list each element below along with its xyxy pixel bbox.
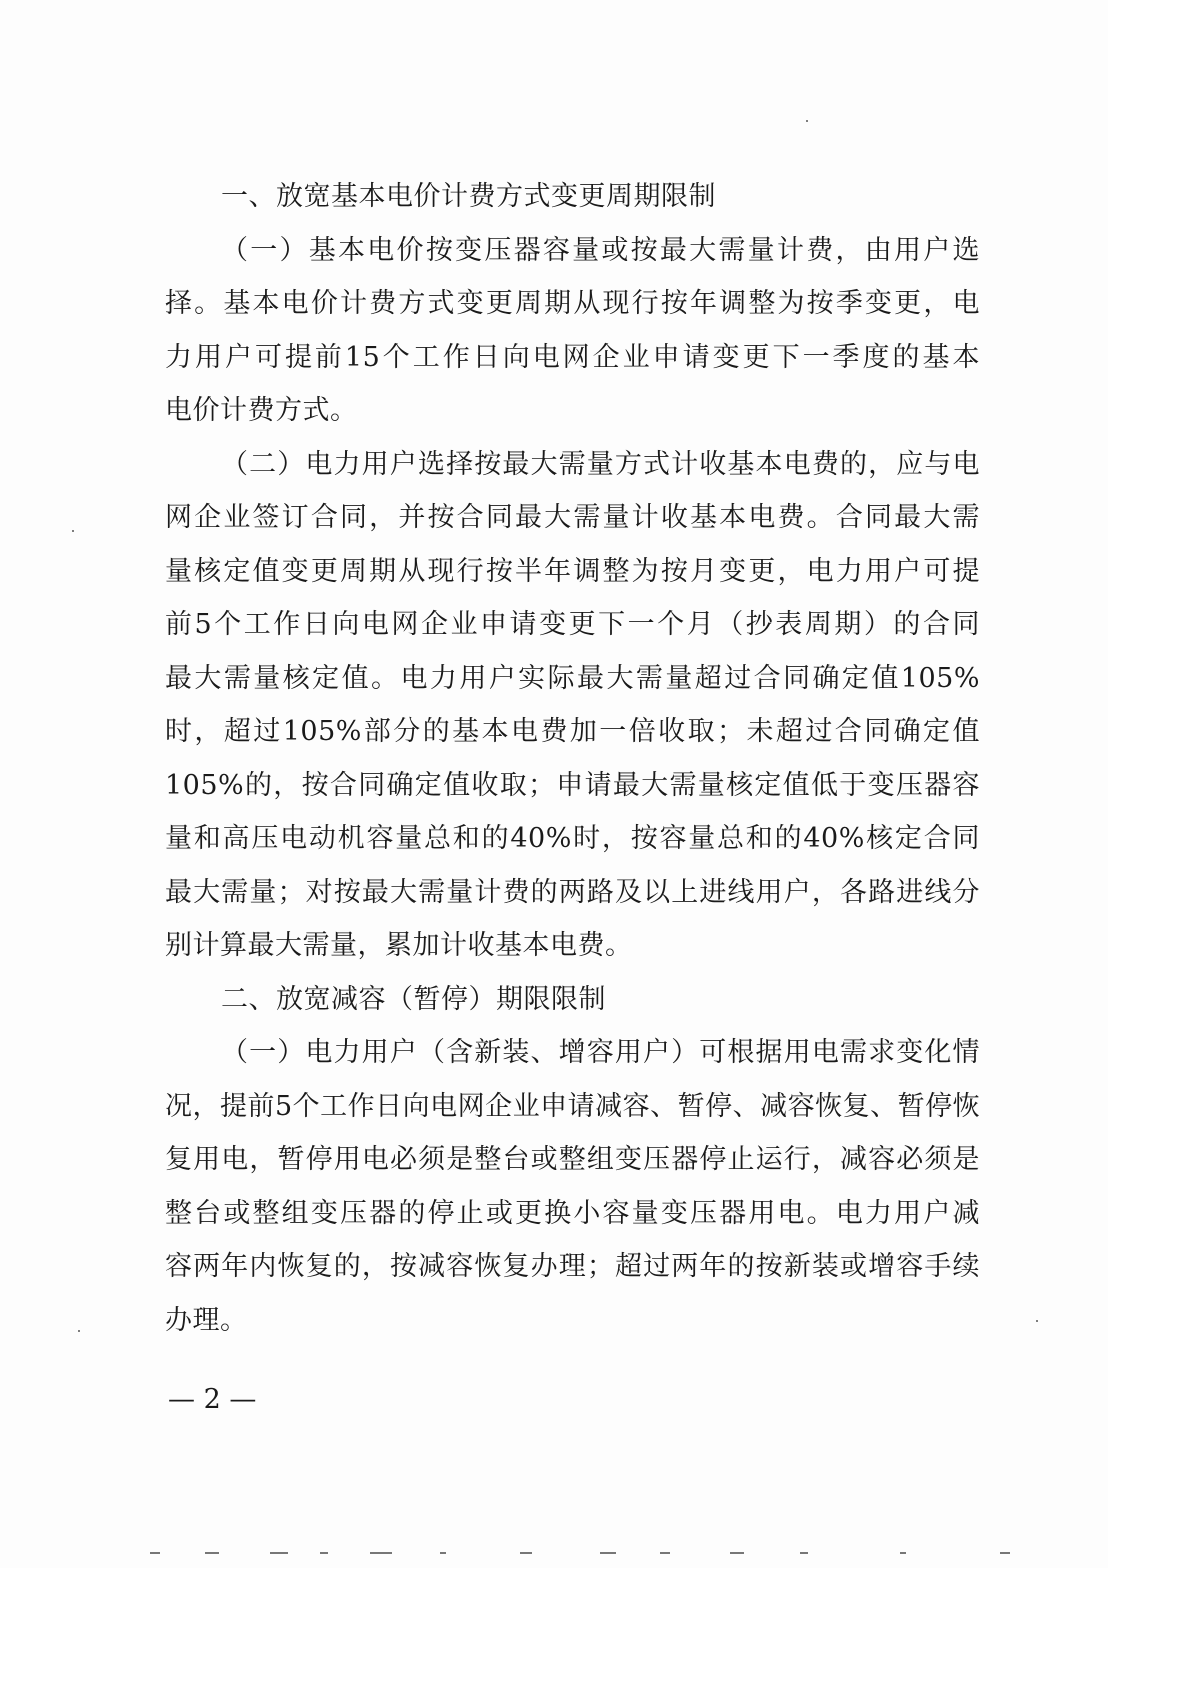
paragraph-line: 最大需量核定值。电力用户实际最大需量超过合同确定值105% [165,662,980,694]
paragraph-line: 量核定值变更周期从现行按半年调整为按月变更，电力用户可提 [165,555,980,587]
section-heading-2: 二、放宽减容（暂停）期限限制 [221,983,606,1015]
paragraph-line: 电价计费方式。 [165,395,358,426]
paragraph-line: 105%的，按合同确定值收取；申请最大需量核定值低于变压器容 [165,769,980,801]
paragraph-line: 复用电，暂停用电必须是整台或整组变压器停止运行，减容必须是 [165,1144,980,1175]
paragraph-line: 量和高压电动机容量总和的40%时，按容量总和的40%核定合同 [165,823,980,854]
paragraph-line: 网企业签订合同，并按合同最大需量计收基本电费。合同最大需 [165,502,980,533]
paragraph-line: 时，超过105%部分的基本电费加一倍收取；未超过合同确定值 [165,716,980,747]
paragraph-line: 力用户可提前15个工作日向电网企业申请变更下一季度的基本 [165,341,980,373]
section-heading-1: 一、放宽基本电价计费方式变更周期限制 [221,181,716,212]
paragraph-line: （一）电力用户（含新装、增容用户）可根据用电需求变化情 [221,1037,980,1068]
paragraph-line: 别计算最大需量，累加计收基本电费。 [165,930,633,961]
paragraph-line: 最大需量；对按最大需量计费的两路及以上进线用户，各路进线分 [165,876,980,908]
scan-speck [72,530,74,532]
page-number: — 2 — [168,1384,257,1415]
scan-edge-noise [0,1548,1108,1560]
paragraph-line: 容两年内恢复的，按减容恢复办理；超过两年的按新装或增容手续 [165,1251,980,1282]
paragraph-line: 前5个工作日向电网企业申请变更下一个月（抄表周期）的合同 [165,609,980,640]
paragraph-line: 择。基本电价计费方式变更周期从现行按年调整为按季变更，电 [165,288,980,319]
scan-speck [78,1330,80,1332]
paragraph-1-1 [165,224,980,438]
document-body [165,170,980,1347]
paragraph-line: （二）电力用户选择按最大需量方式计收基本电费的，应与电 [221,448,980,480]
paragraph-line: 整台或整组变压器的停止或更换小容量变压器用电。电力用户减 [165,1197,980,1229]
scan-speck [1036,1320,1038,1322]
paragraph-line: 况，提前5个工作日向电网企业申请减容、暂停、减容恢复、暂停恢 [165,1090,981,1122]
paragraph-2-1 [165,1026,980,1347]
paragraph-line: （一）基本电价按变压器容量或按最大需量计费，由用户选 [221,234,980,266]
paragraph-line: 办理。 [165,1304,248,1336]
paragraph-1-2 [165,438,980,973]
scan-speck [806,120,808,122]
